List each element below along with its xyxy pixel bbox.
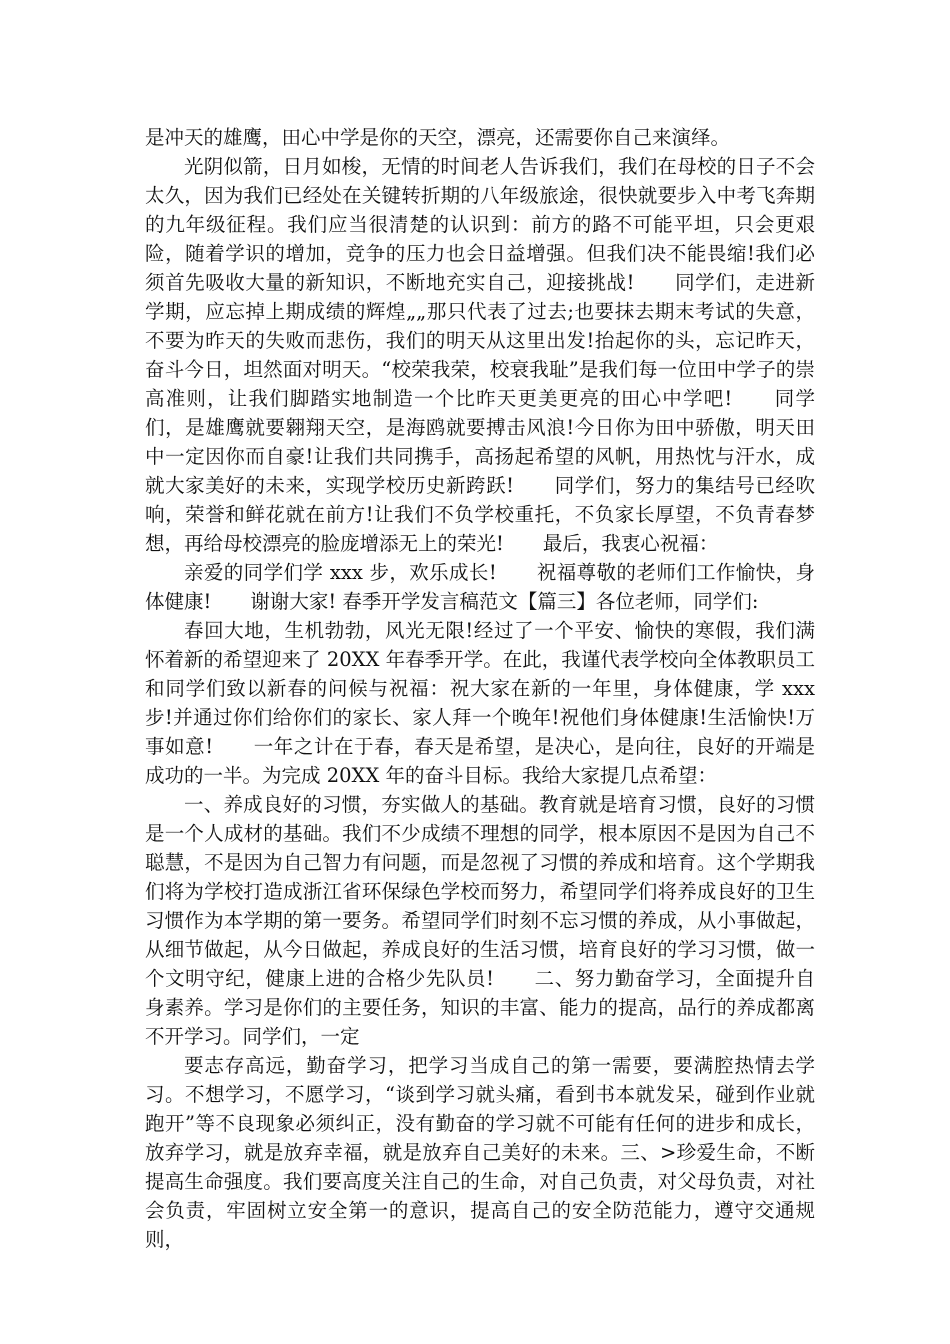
paragraph-5: 一、养成良好的习惯，夯实做人的基础。教育就是培育习惯，良好的习惯是一个人成材的基础。我们不少成绩不理想的同学，根本原因不是因为自己不聪慧，不是因为自己智力有问题，而是忽视了习惯的养成和培育。这个学期我们将为学校打造成浙江省环保绿色学校而努力，希望同学们将养成良好的卫生习惯作为本学期的第一要务。希望同学们时刻不忘习惯的养成，从小事做起，从细节做起，从今日做起，养成良好的生活习惯，培育良好的学习习惯，做一个文明守纪，健康上进的合格少先队员! 二、努力勤奋学习，全面提升自身素养。学习是你们的主要任务，知识的丰富、能力的提高，品行的养成都离不开学习。同学们，一定 [145,793,815,1048]
document-page [145,123,815,1254]
paragraph-2: 光阴似箭，日月如梭，无情的时间老人告诉我们，我们在母校的日子不会太久，因为我们已经处在关键转折期的八年级旅途，很快就要步入中考飞奔期的九年级征程。我们应当很清楚的认识到：前方的路不可能平坦，只会更艰险，随着学识的增加，竞争的压力也会日益增强。但我们决不能畏缩!我们必须首先吸收大量的新知识，不断地充实自己，迎接挑战! 同学们，走进新学期，应忘掉上期成绩的辉煌„„那只代表了过去;也要抹去期末考试的失意，不要为昨天的失败而悲伤，我们的明天从这里出发!抬起你的头，忘记昨天，奋斗今日，坦然面对明天。“校荣我荣，校衰我耻”是我们每一位田中学子的崇高准则，让我们脚踏实地制造一个比昨天更美更亮的田心中学吧! 同学们，是雄鹰就要翱翔天空，是海鸥就要搏击风浪!今日你为田中骄傲，明天田中一定因你而自豪!让我们共同携手，高扬起希望的风帆，用热忱与汗水，成就大家美好的未来，实现学校历史新跨跃! 同学们，努力的集结号已经吹响，荣誉和鲜花就在前方!让我们不负学校重托，不负家长厚望，不负青春梦想，再给母校漂亮的脸庞增添无上的荣光! 最后，我衷心祝福： [145,155,815,555]
paragraph-6: 要志存高远，勤奋学习，把学习当成自己的第一需要，要满腔热情去学习。不想学习，不愿学习，“谈到学习就头痛，看到书本就发呆，碰到作业就跑开”等不良现象必须纠正，没有勤奋的学习就不可能有任何的进步和成长，放弃学习，就是放弃幸福，就是放弃自己美好的未来。三、>珍爱生命，不断提高生命强度。我们要高度关注自己的生命，对自己负责，对父母负责，对社会负责，牢固树立安全第一的意识，提高自己的安全防范能力，遵守交通规则， [145,1054,815,1251]
paragraph-4: 春回大地，生机勃勃，风光无限!经过了一个平安、愉快的寒假，我们满怀着新的希望迎来了 20XX 年春季开学。在此，我谨代表学校向全体教职员工和同学们致以新春的问候与祝福：祝大家在新的一年里，身体健康，学 xxx 步!并通过你们给你们的家长、家人拜一个晚年!祝他们身体健康!生活愉快!万事如意! 一年之计在于春，春天是希望，是决心，是向往，良好的开端是成功的一半。为完成 20XX 年的奋斗目标。我给大家提几点希望： [145,619,815,787]
paragraph-1: 是冲天的雄鹰，田心中学是你的天空，漂亮，还需要你自己来演绎。 [145,126,731,149]
paragraph-3: 亲爱的同学们学 xxx 步，欢乐成长! 祝福尊敬的老师们工作愉快，身体健康! 谢谢大家! 春季开学发言稿范文【篇三】各位老师，同学们: [145,561,815,613]
